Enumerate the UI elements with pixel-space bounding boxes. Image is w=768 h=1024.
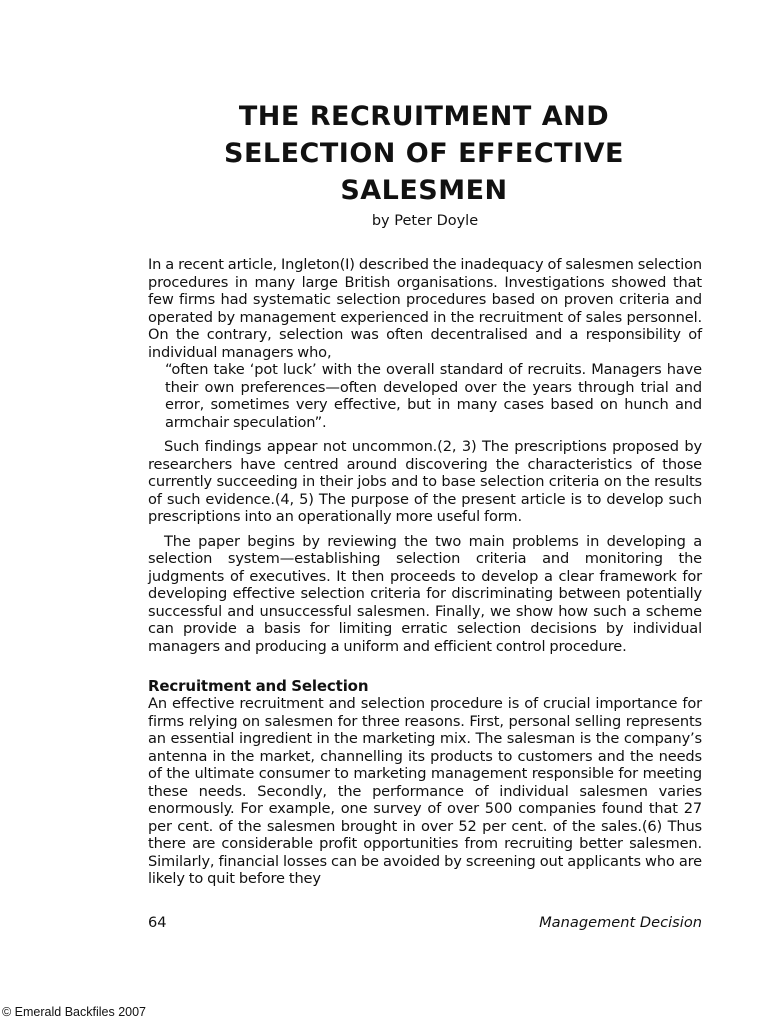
paragraph-recruitment: An effective recruitment and selection procedure is of crucial importance for firms relying on salesmen for three reasons. First, personal selling represents an essential ingredient in the marketing mix. The salesman is the company’s antenna in the market, channelling its products to customers and the needs of the ultimate consumer to marketing management responsible for meeting these needs. Secondly, the performance of individual salesmen varies enormously. For example, one survey of over 500 companies found that 27 per cent. of the salesmen brought in over 52 per cent. of the sales.(6) Thus there are considerable profit opportunities from recruiting better salesmen. Similarly, financial losses can be avoided by screening out applicants who are likely to quit before they (148, 695, 702, 887)
article-body (148, 256, 702, 888)
block-quote: “often take ‘pot luck’ with the overall standard of recruits. Managers have their own preferences—often developed over the years through trial and error, sometimes very effective, but in many cases based on hunch and armchair speculation”. (165, 361, 702, 431)
page-number: 64 (148, 914, 167, 931)
paragraph-overview: The paper begins by reviewing the two main problems in developing a selection system—establishing selection criteria and monitoring the judgments of executives. It then proceeds to develop a clear framework for developing effective selection criteria for discriminating between potentially successful and unsuccessful salesmen. Finally, we show how such a scheme can provide a basis for limiting erratic selection decisions by individual managers and producing a uniform and efficient control procedure. (148, 532, 702, 655)
paragraph-findings: Such findings appear not uncommon.(2, 3) The prescriptions proposed by researchers have centred around discovering the characteristics of those currently succeeding in their jobs and to base selection criteria on the results of such evidence.(4, 5) The purpose of the present article is to develop such prescriptions into an operationally more useful form. (148, 438, 702, 525)
paragraph-intro: In a recent article, Ingleton(I) described the inadequacy of salesmen selection procedures in many large British organisations. Investigations showed that few firms had systematic selection procedures based on proven criteria and operated by management experienced in the recruitment of sales personnel. On the contrary, selection was often decentralised and a responsibility of individual managers who, (148, 256, 702, 361)
section-heading: Recruitment and Selection (148, 677, 369, 695)
article-title (0, 98, 768, 209)
author-byline: by Peter Doyle (371, 213, 479, 229)
title-line-3: SALESMEN (340, 175, 508, 206)
journal-name: Management Decision (539, 914, 702, 931)
copyright-notice: © Emerald Backfiles 2007 (2, 1005, 147, 1019)
title-line-2: SELECTION OF EFFECTIVE (224, 138, 624, 169)
title-line-1: THE RECRUITMENT AND (238, 101, 610, 132)
